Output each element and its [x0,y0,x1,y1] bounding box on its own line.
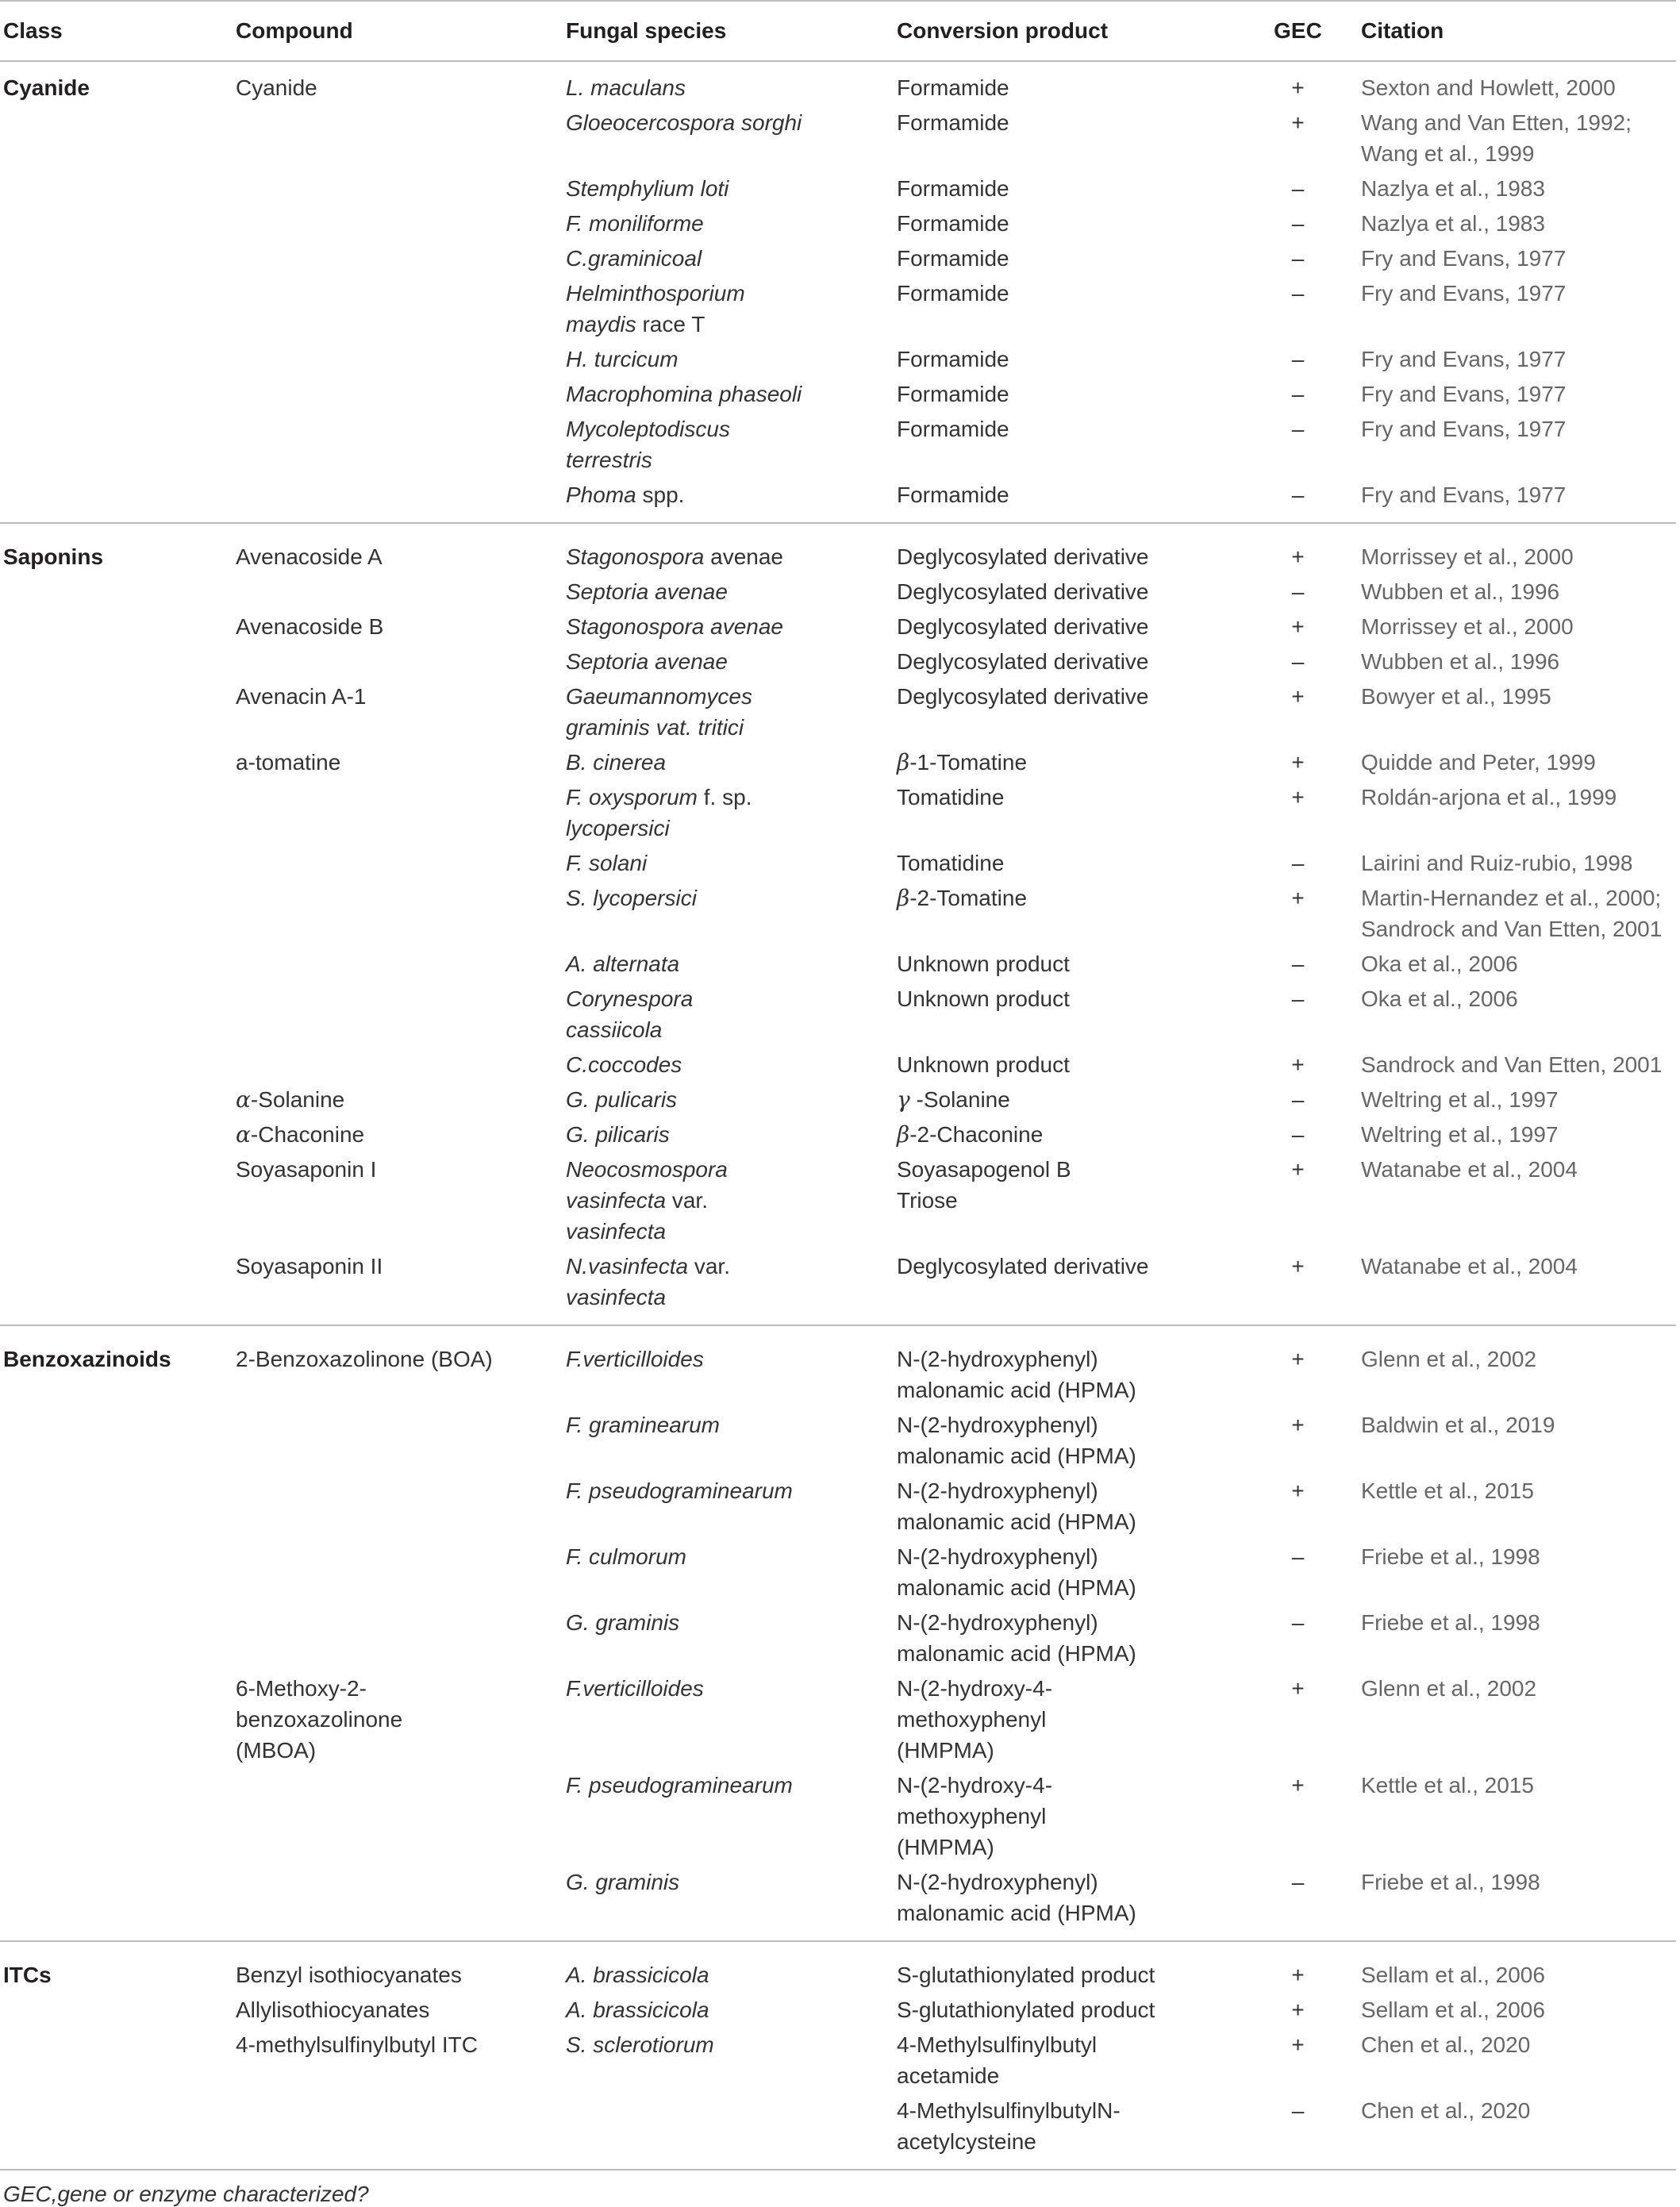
citation-cell: Fry and Evans, 1977 [1361,417,1567,441]
product-cell: β-2-Tomatine [897,885,1028,911]
table-row [0,1941,1676,1994]
table-row [0,379,1676,413]
class-cell [0,243,233,278]
species-cell: F.verticilloides [566,1676,704,1701]
citation-cell: Bowyer et al., 1995 [1361,684,1551,709]
gec-cell: – [1291,952,1305,976]
header-compound: Compound [233,1,563,61]
compound-cell: Benzyl isothiocyanates [233,1941,563,1994]
table-row [0,983,1676,1049]
table-row [0,523,1676,576]
citation-cell: Fry and Evans, 1977 [1361,246,1567,271]
table-row [0,61,1676,107]
citation-cell: Oka et al., 2006 [1361,952,1518,976]
citation-cell: Morrissey et al., 2000 [1361,614,1574,639]
species-cell: F. graminearum [566,1413,721,1437]
citation-cell: Fry and Evans, 1977 [1361,281,1567,306]
product-cell: 4-MethylsulfinylbutylN- acetylcysteine [897,2098,1121,2154]
compound-cell [233,379,563,413]
class-cell [0,173,233,208]
table-row [0,576,1676,611]
citation-cell: Glenn et al., 2002 [1361,1676,1537,1701]
class-cell [0,2095,233,2169]
gec-cell: + [1238,1325,1358,1409]
compound-cell [233,2095,563,2169]
citation-cell: Sandrock and Van Etten, 2001 [1361,1052,1663,1077]
citation-cell: Fry and Evans, 1977 [1361,347,1567,371]
gec-cell: + [1291,1254,1305,1278]
class-cell [0,1154,233,1251]
gec-cell: – [1291,417,1305,441]
citation-cell: Oka et al., 2006 [1361,986,1518,1011]
gec-cell: – [1291,246,1305,271]
species-cell [563,2095,894,2169]
citation-cell: Nazlya et al., 1983 [1361,211,1545,236]
class-cell [0,208,233,243]
header-class: Class [0,1,233,61]
table-row [0,413,1676,479]
species-cell: S. sclerotiorum [566,2032,714,2057]
product-cell: Deglycosylated derivative [897,614,1149,639]
species-cell: N.vasinfecta var. vasinfecta [566,1254,730,1309]
compound-cell: Avenacin A-1 [236,684,367,709]
gec-cell: + [1238,523,1358,576]
citation-cell: Baldwin et al., 2019 [1361,1413,1555,1437]
species-cell: F. pseudograminearum [566,1478,793,1503]
product-cell: N-(2-hydroxyphenyl) malonamic acid (HPMA) [897,1544,1136,1600]
product-cell: Formamide [897,211,1009,236]
compound-cell [233,983,563,1049]
table-row [0,107,1676,173]
species-cell: Stagonospora avenae [566,614,783,639]
citation-cell: Weltring et al., 1997 [1361,1122,1559,1147]
table-row [0,208,1676,243]
compound-cell [233,1409,563,1475]
citation-cell: Martin-Hernandez et al., 2000; Sandrock and Van Etten, 2001 [1361,886,1663,941]
gec-cell: + [1291,1997,1305,2022]
gec-cell: + [1291,614,1305,639]
species-cell: B. cinerea [566,750,667,775]
product-cell: Deglycosylated derivative [897,649,1149,674]
citation-cell: Watanabe et al., 2004 [1361,1157,1578,1182]
gec-cell: – [1291,1870,1305,1894]
class-cell [0,1251,233,1325]
table-row [0,1325,1676,1409]
compound-cell [233,107,563,173]
class-cell [0,681,233,747]
product-cell: Unknown product [897,986,1070,1011]
product-cell: Formamide [897,176,1009,201]
gec-cell: – [1291,851,1305,875]
table-row [0,479,1676,523]
gec-cell: – [1291,1544,1305,1569]
product-cell: Formamide [897,75,1009,100]
citation-cell: Glenn et al., 2002 [1358,1325,1676,1409]
compound-cell [233,1049,563,1084]
product-cell: Formamide [897,110,1009,135]
table-row [0,278,1676,344]
compound-cell: Soyasaponin II [236,1254,383,1278]
table-row [0,681,1676,747]
compound-cell: Soyasaponin I [236,1157,377,1182]
compound-cell [233,882,563,948]
compound-cell [233,278,563,344]
class-cell [0,782,233,848]
compound-cell [233,782,563,848]
table-row [0,1084,1676,1119]
citation-cell: Friebe et al., 1998 [1361,1610,1540,1635]
product-cell: β-2-Chaconine [897,1121,1044,1148]
gec-cell: + [1291,1676,1305,1701]
product-cell: Formamide [897,347,1009,371]
species-cell: A. brassicicola [566,1997,709,2022]
product-cell: 4-Methylsulfinylbutyl acetamide [897,2032,1098,2088]
citation-cell: Kettle et al., 2015 [1361,1478,1534,1503]
species-cell: F. solani [566,851,648,875]
product-cell: Formamide [897,246,1009,271]
gec-cell: – [1291,986,1305,1011]
species-cell: F. culmorum [566,1544,686,1569]
table-row [0,848,1676,882]
table-body [0,61,1676,2169]
citation-cell: Wubben et al., 1996 [1361,579,1560,604]
species-cell: H. turcicum [566,347,679,371]
table-row [0,611,1676,646]
product-cell: N-(2-hydroxyphenyl) malonamic acid (HPMA) [894,1325,1238,1409]
gec-cell: – [1291,1122,1305,1147]
species-cell: F. pseudograminearum [566,1773,793,1798]
header-gec: GEC [1238,1,1358,61]
gec-cell: – [1291,649,1305,674]
gec-cell: + [1291,1052,1305,1077]
table-row [0,1409,1676,1475]
class-cell [0,1475,233,1541]
compound-cell [233,344,563,379]
header-fungal-species: Fungal species [563,1,894,61]
product-cell: Deglycosylated derivative [894,523,1238,576]
citation-cell: Nazlya et al., 1983 [1361,176,1545,201]
compound-cell: α-Solanine [236,1086,345,1113]
product-cell: Deglycosylated derivative [897,579,1149,604]
citation-cell: Lairini and Ruiz-rubio, 1998 [1361,851,1633,875]
gec-cell: + [1291,1413,1305,1437]
class-cell [0,1084,233,1119]
table-row [0,882,1676,948]
compound-cell: Allylisothiocyanates [236,1997,430,2022]
citation-cell: Fry and Evans, 1977 [1361,483,1567,507]
product-cell: S-glutathionylated product [894,1941,1238,1994]
citation-cell: Sexton and Howlett, 2000 [1361,75,1616,100]
product-cell: Deglycosylated derivative [897,1254,1149,1278]
species-cell: Stemphylium loti [566,176,729,201]
species-cell: C.coccodes [566,1052,682,1077]
table-row [0,948,1676,983]
table-row [0,1607,1676,1673]
gec-cell: – [1291,382,1305,406]
species-cell: Corynespora cassiicola [566,986,694,1042]
class-cell: ITCs [0,1941,233,1994]
species-cell: Helminthosporium maydis race T [566,281,745,336]
table-row [0,1251,1676,1325]
compound-cell [233,479,563,523]
gec-cell: + [1291,75,1305,100]
species-cell: G. pilicaris [566,1122,670,1147]
table-row [0,344,1676,379]
compound-cell: 4-methylsulfinylbutyl ITC [236,2032,478,2057]
compound-cell [233,948,563,983]
class-cell [0,2029,233,2095]
class-cell [0,983,233,1049]
gec-cell: + [1291,684,1305,709]
species-cell: F.verticilloides [563,1325,894,1409]
compound-cell [233,1607,563,1673]
compound-cell [233,576,563,611]
species-cell: G. graminis [566,1610,680,1635]
product-cell: Formamide [897,382,1009,406]
gec-cell: – [1291,281,1305,306]
class-cell [0,1409,233,1475]
class-cell [0,278,233,344]
citation-cell: Fry and Evans, 1977 [1361,382,1567,406]
species-cell: F. oxysporum f. sp. lycopersici [566,785,752,840]
table-row [0,2095,1676,2169]
citation-cell: Roldán-arjona et al., 1999 [1361,785,1617,809]
species-cell: L. maculans [566,75,686,100]
compound-cell: 6-Methoxy-2- benzoxazolinone (MBOA) [236,1676,403,1763]
table-row [0,1994,1676,2029]
gec-cell: – [1291,2098,1305,2123]
citation-cell: Kettle et al., 2015 [1361,1773,1534,1798]
table-row [0,1154,1676,1251]
product-cell: Unknown product [897,952,1070,976]
class-cell [0,611,233,646]
compound-cell: Avenacoside B [236,614,384,639]
compound-cell [233,1541,563,1607]
header-citation: Citation [1358,1,1676,61]
class-cell [0,1607,233,1673]
product-cell: Formamide [897,281,1009,306]
class-cell [0,413,233,479]
compound-cell [233,1867,563,1941]
species-cell: A. alternata [566,952,680,976]
table-row [0,1541,1676,1607]
compound-cell [233,1475,563,1541]
gec-cell: – [1291,1610,1305,1635]
product-cell: Formamide [897,417,1009,441]
compound-cell [233,173,563,208]
table-row [0,1049,1676,1084]
header-conversion-product: Conversion product [894,1,1238,61]
gec-cell: – [1291,347,1305,371]
compound-cell [233,243,563,278]
table-footnote: GEC,gene or enzyme characterized? [0,2169,1676,2207]
class-cell [0,1119,233,1154]
species-cell: Neocosmospora vasinfecta var. vasinfecta [566,1157,728,1244]
product-cell: Formamide [897,483,1009,507]
product-cell: N-(2-hydroxyphenyl) malonamic acid (HPMA) [897,1870,1136,1925]
compound-cell [233,848,563,882]
product-cell: N-(2-hydroxyphenyl) malonamic acid (HPMA) [897,1478,1136,1534]
class-cell [0,107,233,173]
class-cell [0,479,233,523]
citation-cell: Sellam et al., 2006 [1358,1941,1676,1994]
class-cell [0,1867,233,1941]
class-cell: Saponins [0,523,233,576]
table-row [0,782,1676,848]
table-row [0,173,1676,208]
product-cell: Tomatidine [897,851,1005,875]
product-cell: S-glutathionylated product [897,1997,1155,2022]
table-row [0,1119,1676,1154]
compound-cell: 2-Benzoxazolinone (BOA) [233,1325,563,1409]
class-cell [0,344,233,379]
product-cell: γ -Solanine [897,1086,1010,1113]
species-cell: Gloeocercospora sorghi [566,110,802,135]
citation-cell: Chen et al., 2020 [1361,2032,1531,2057]
species-cell: A. brassicicola [563,1941,894,1994]
table-row [0,1770,1676,1867]
gec-cell: + [1291,785,1305,809]
gec-cell: – [1291,483,1305,507]
class-cell [0,948,233,983]
citation-cell: Sellam et al., 2006 [1361,1997,1545,2022]
gec-cell: – [1291,1087,1305,1112]
product-cell: Tomatidine [897,785,1005,809]
species-cell: Septoria avenae [566,649,728,674]
citation-cell: Friebe et al., 1998 [1361,1870,1540,1894]
gec-cell: + [1291,1478,1305,1503]
class-cell [0,882,233,948]
class-cell [0,1049,233,1084]
gec-cell: + [1291,750,1305,775]
gec-cell: + [1238,1941,1358,1994]
compound-cell: Cyanide [236,75,317,100]
compound-cell [233,646,563,681]
species-cell: G. pulicaris [566,1087,678,1112]
species-cell: Macrophomina phaseoli [566,382,802,406]
product-cell: Deglycosylated derivative [897,684,1149,709]
class-cell [0,1994,233,2029]
citation-cell: Friebe et al., 1998 [1361,1544,1540,1569]
compound-cell [233,413,563,479]
species-cell: Gaeumannomyces graminis vat. tritici [566,684,753,740]
citation-cell: Quidde and Peter, 1999 [1361,750,1596,775]
citation-cell: Wubben et al., 1996 [1361,649,1560,674]
citation-cell: Morrissey et al., 2000 [1358,523,1676,576]
product-cell: Unknown product [897,1052,1070,1077]
gec-cell: + [1291,1773,1305,1798]
gec-cell: – [1291,211,1305,236]
compound-cell: a-tomatine [236,750,341,775]
table-row [0,243,1676,278]
product-cell: N-(2-hydroxyphenyl) malonamic acid (HPMA) [897,1610,1136,1666]
table-row [0,2029,1676,2095]
class-cell: Cyanide [3,75,90,100]
class-cell [0,576,233,611]
class-cell [0,1770,233,1867]
product-cell: N-(2-hydroxy-4- methoxyphenyl (HMPMA) [897,1773,1053,1859]
class-cell: Benzoxazinoids [0,1325,233,1409]
table-row [0,747,1676,782]
class-cell [0,1673,233,1770]
table-row [0,1673,1676,1770]
gec-cell: + [1291,886,1305,910]
gec-cell: + [1291,110,1305,135]
class-cell [0,379,233,413]
product-cell: N-(2-hydroxyphenyl) malonamic acid (HPMA) [897,1413,1136,1468]
class-cell [0,848,233,882]
class-cell [0,1541,233,1607]
citation-cell: Wang and Van Etten, 1992; Wang et al., 1999 [1361,110,1632,166]
compound-cell [233,1770,563,1867]
gec-cell: + [1291,1157,1305,1182]
table-row [0,1475,1676,1541]
product-cell: Soyasapogenol B Triose [897,1157,1071,1213]
species-cell: G. graminis [566,1870,680,1894]
species-cell: Septoria avenae [566,579,728,604]
class-cell [0,747,233,782]
product-cell: N-(2-hydroxy-4- methoxyphenyl (HMPMA) [897,1676,1053,1763]
species-cell: Phoma spp. [566,483,685,507]
citation-cell: Watanabe et al., 2004 [1361,1254,1578,1278]
species-cell: Stagonospora avenae [563,523,894,576]
table-row [0,646,1676,681]
species-cell: F. moniliforme [566,211,704,236]
table-row [0,1867,1676,1941]
citation-cell: Weltring et al., 1997 [1361,1087,1559,1112]
compound-cell: Avenacoside A [233,523,563,576]
product-cell: β-1-Tomatine [897,749,1028,775]
compound-cell [233,208,563,243]
species-cell: S. lycopersici [566,886,697,910]
compound-cell: α-Chaconine [236,1121,365,1148]
species-cell: C.graminicoal [566,246,702,271]
class-cell [0,646,233,681]
gec-cell: – [1291,176,1305,201]
gec-cell: + [1291,2032,1305,2057]
table-header-row [0,1,1676,61]
citation-cell: Chen et al., 2020 [1361,2098,1531,2123]
gec-cell: – [1291,579,1305,604]
species-cell: Mycoleptodiscus terrestris [566,417,730,472]
